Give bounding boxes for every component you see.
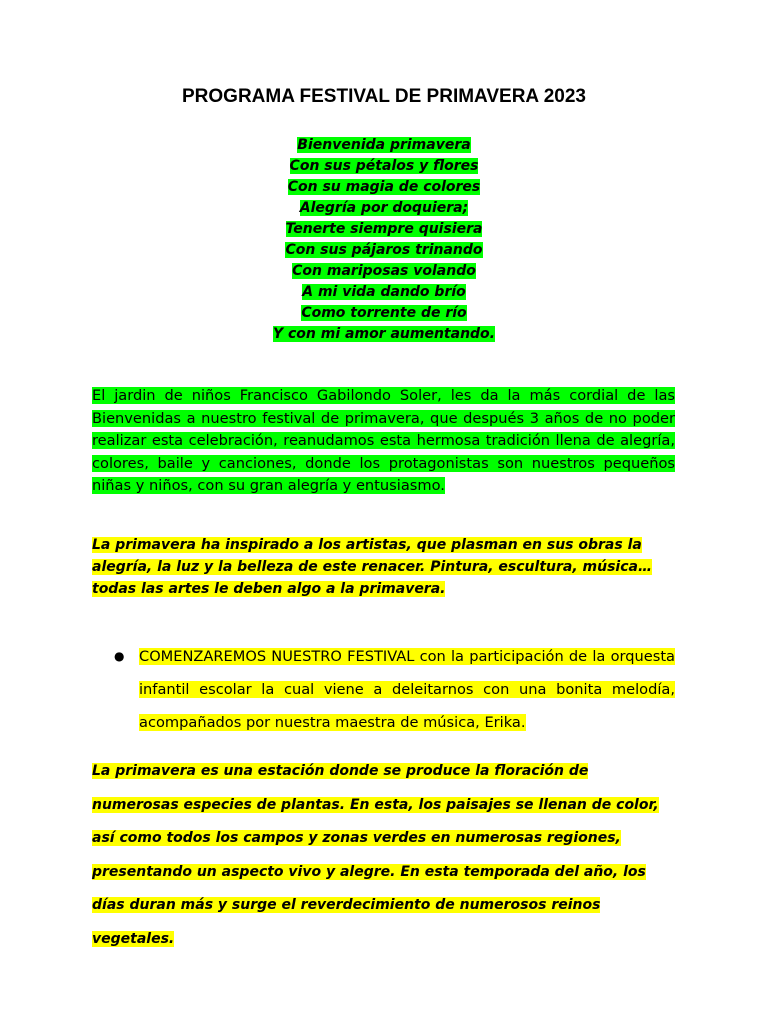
poem-line: Y con mi amor aumentando. (273, 326, 495, 342)
bullet-icon: ● (114, 649, 125, 663)
poem-line: Tenerte siempre quisiera (285, 221, 483, 237)
poem-line: A mi vida dando brío (302, 284, 466, 300)
welcome-paragraph: El jardin de niños Francisco Gabilondo Soler, les da la más cordial de las Bienvenidas a nuestro festival de primavera, que después 3 años de no poder realizar esta celebración, reanudamos esta hermosa tradición llena de alegría, colores, baile y canciones, donde los protagonistas son nuestros pequeños niñas y niños, con su gran alegría y entusiasmo. (92, 387, 675, 494)
poem-line: Como torrente de río (301, 305, 467, 321)
document-title: PROGRAMA FESTIVAL DE PRIMAVERA 2023 (182, 86, 586, 107)
poem-line: Bienvenida primavera (297, 137, 471, 153)
welcome-poem (0, 135, 768, 345)
poem-line: Con mariposas volando (292, 263, 476, 279)
poem-line: Con sus pájaros trinando (285, 242, 483, 258)
poem-line: Alegría por doquiera; (299, 200, 469, 216)
artists-paragraph: La primavera ha inspirado a los artistas, que plasman en sus obras la alegría, la luz y la belleza de este renacer. Pintura, escultura, música… todas las artes le deben algo a la primavera. (92, 537, 652, 597)
poem-line: Con sus pétalos y flores (289, 158, 479, 174)
poem-line: Con su magia de colores (287, 179, 481, 195)
season-paragraph: La primavera es una estación donde se produce la floración de numerosas especies de plantas. En esta, los paisajes se llenan de color, así como todos los campos y zonas verdes en numerosas regiones, presentando un aspecto vivo y alegre. En esta temporada del año, los días duran más y surge el reverdecimiento de numerosos reinos vegetales. (92, 763, 659, 947)
program-bullet-text: COMENZAREMOS NUESTRO FESTIVAL con la participación de la orquesta infantil escolar la cual viene a deleitarnos con una bonita melodía, acompañados por nuestra maestra de música, Erika. (139, 648, 675, 731)
